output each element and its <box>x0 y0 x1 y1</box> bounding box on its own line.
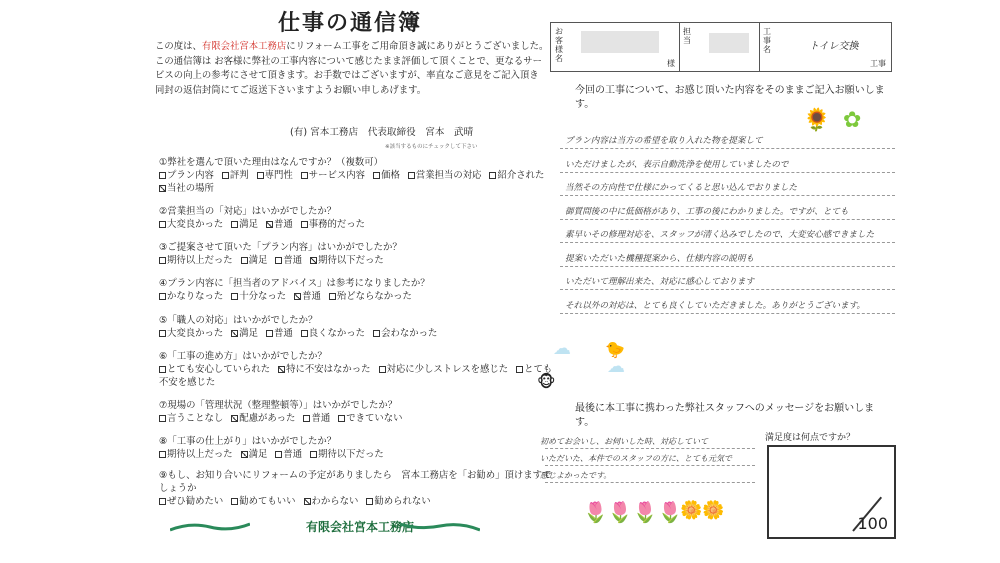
checkbox-icon[interactable] <box>310 257 317 264</box>
sama-label: 様 <box>667 59 675 68</box>
checkbox-icon[interactable] <box>301 221 308 228</box>
checkbox-icon[interactable] <box>408 172 415 179</box>
option-label: 言うことなし <box>167 413 224 424</box>
question-text: ⑨もし、お知り合いにリフォームの予定がありましたら 宮本工務店を「お勧め」頂けますでしょうか <box>159 470 552 494</box>
option-label: とても安心していられた <box>167 364 271 375</box>
page-title: 仕事の通信簿 <box>277 11 422 36</box>
handwritten-line: いただいて理解出来た、対応に感心しております <box>565 277 755 287</box>
option-label: 期待以上だった <box>167 449 233 460</box>
options <box>159 169 559 195</box>
option[interactable] <box>373 170 400 181</box>
option[interactable] <box>304 496 359 507</box>
option[interactable] <box>301 219 365 230</box>
checkbox-icon[interactable] <box>231 330 238 337</box>
handwritten-line: 御質問後の中に低価格があり、工事の後にわかりました。ですが、とても <box>565 206 849 217</box>
option[interactable] <box>275 255 302 266</box>
option[interactable] <box>310 255 384 266</box>
ruled-line <box>560 148 895 149</box>
checkbox-icon[interactable] <box>310 451 317 458</box>
question-7 <box>159 399 559 425</box>
option[interactable] <box>159 364 270 375</box>
intro-company: 有限会社宮本工務店 <box>201 41 287 52</box>
option[interactable] <box>301 328 365 339</box>
ruled-line <box>560 313 895 314</box>
option-label: とても不安を感じた <box>159 364 553 388</box>
question-8 <box>159 435 559 461</box>
check-note: ※該当するものにチェックして下さい <box>385 144 478 150</box>
question-1: 今回の工事について、お感じ頂いた内容をそのままご記入お願いします。 <box>575 85 885 110</box>
option[interactable] <box>231 291 286 302</box>
score-value: 100 <box>857 514 888 533</box>
cloud-icon: ☁ <box>553 338 571 359</box>
checkbox-icon[interactable] <box>338 415 345 422</box>
question-text: ④プラン内容に「担当者のアドバイス」は参考になりましたか？ <box>159 278 430 289</box>
option-label: わからない <box>311 496 359 507</box>
handwritten-line: いただけましたが、表示自動洗浄を使用していましたので <box>565 159 789 170</box>
option[interactable] <box>366 496 430 507</box>
small-flowers-icon: 🌼🌼 <box>680 500 725 521</box>
redacted-customer <box>581 31 659 53</box>
option[interactable] <box>231 413 295 424</box>
question-text: ⑥「工事の進め方」はいかがでしたか？ <box>159 351 327 362</box>
options <box>159 412 559 425</box>
staff-label: 担当 <box>683 27 691 45</box>
option-label: プラン内容 <box>167 170 214 181</box>
tulips-icon: 🌷🌷🌷🌷 <box>583 500 683 524</box>
question-2 <box>159 205 559 231</box>
handwritten-line: 当然その方向性で仕様にかってくると思い込んでおりました <box>565 183 798 193</box>
checkbox-icon[interactable] <box>159 330 166 337</box>
option[interactable] <box>373 328 437 339</box>
checkbox-icon[interactable] <box>159 415 166 422</box>
options <box>159 448 559 461</box>
checkbox-icon[interactable] <box>303 415 310 422</box>
option-label: できていない <box>346 413 403 424</box>
checkbox-icon[interactable] <box>231 498 238 505</box>
option[interactable] <box>159 413 223 424</box>
option-label: 普通 <box>283 449 303 460</box>
option[interactable] <box>241 255 268 266</box>
option[interactable] <box>257 170 293 181</box>
checkbox-icon[interactable] <box>373 172 380 179</box>
checkbox-icon[interactable] <box>329 293 336 300</box>
option-label: 殆どならなかった <box>336 291 412 302</box>
footer-company: 有限会社宮本工務店 <box>305 520 414 534</box>
option-label: 対応に少しストレスを感じた <box>386 364 509 375</box>
question-text: ⑧「工事の仕上がり」はいかがでしたか？ <box>159 436 337 447</box>
question-2: 最後に本工事に携わった弊社スタッフへのメッセージをお願いします。 <box>575 403 875 428</box>
option[interactable] <box>294 291 321 302</box>
question-text: ①弊社を選んで頂いた理由はなんですか？（複数可） <box>159 157 384 168</box>
option-label: 満足 <box>248 449 268 460</box>
checkbox-icon[interactable] <box>159 172 166 179</box>
options <box>159 290 559 303</box>
option[interactable] <box>231 328 258 339</box>
option-label: 大変良かった <box>167 328 224 339</box>
survey-right-page <box>537 0 920 563</box>
checkbox-icon[interactable] <box>366 498 373 505</box>
checkbox-icon[interactable] <box>159 257 166 264</box>
options <box>159 363 559 389</box>
options <box>159 218 559 231</box>
flower-icon: ✿ <box>843 108 862 133</box>
customer-cell <box>551 23 680 71</box>
option[interactable] <box>231 496 295 507</box>
question-6 <box>159 350 559 389</box>
option[interactable] <box>338 413 402 424</box>
option-label: 紹介された <box>497 170 545 181</box>
checkbox-icon[interactable] <box>159 498 166 505</box>
intro-post: にリフォーム工事をご用命頂き誠にありがとうございました。この通信簿は お客様に弊社の工事内容について感じたまま評価して頂くことで、更なるサービスの向上の参考にさせて頂きます。お手数ではございますが、率直なご意見をご記入頂き 同封の返信封筒にてご返送下さいますようお願い申しあげます。 <box>155 41 549 96</box>
signature: (有) 宮本工務店 代表取締役 宮本 武晴 <box>290 127 474 138</box>
checkbox-icon[interactable] <box>301 330 308 337</box>
intro-pre: この度は、 <box>155 41 202 52</box>
header-table <box>550 22 892 72</box>
option-label: 期待以上だった <box>167 255 233 266</box>
intro-text <box>155 40 550 98</box>
survey-left-page <box>145 0 575 563</box>
checkbox-icon[interactable] <box>294 293 301 300</box>
option-label: 期待以下だった <box>318 255 384 266</box>
option[interactable] <box>266 219 293 230</box>
option-label: 普通 <box>274 328 293 339</box>
option-label: 普通 <box>274 219 293 230</box>
score-box <box>767 445 896 539</box>
option-label: 満足 <box>248 255 268 266</box>
option[interactable] <box>303 413 330 424</box>
ruled-line <box>545 465 755 466</box>
option[interactable] <box>329 291 412 302</box>
option[interactable] <box>379 364 509 375</box>
checkbox-icon[interactable] <box>159 293 166 300</box>
option-label: 期待以下だった <box>318 449 384 460</box>
ruled-line <box>560 266 895 267</box>
question-4 <box>159 277 559 303</box>
option[interactable] <box>266 328 293 339</box>
ruled-line <box>560 195 895 196</box>
option-label: 特に不安はなかった <box>286 364 371 375</box>
checkbox-icon[interactable] <box>231 221 238 228</box>
ruled-line <box>560 219 895 220</box>
option[interactable] <box>408 170 482 181</box>
option-label: 十分なった <box>239 291 287 302</box>
ruled-line <box>545 448 755 449</box>
option-label: サービス内容 <box>308 170 366 181</box>
question-1 <box>159 156 559 195</box>
customer-label: お客様名 <box>555 27 563 63</box>
option-label: 勧められない <box>374 496 431 507</box>
checkbox-icon[interactable] <box>159 366 166 373</box>
ruled-line <box>560 289 895 290</box>
handwritten-line: 提案いただいた機種提案から、仕様内容の説明も <box>565 253 755 264</box>
option[interactable] <box>301 170 365 181</box>
checkbox-icon[interactable] <box>278 366 285 373</box>
checkbox-icon[interactable] <box>304 498 311 505</box>
score-label: 満足度は何点ですか？ <box>765 433 856 443</box>
work-name: トイレ交換 <box>809 41 859 52</box>
option-label: 勧めてもいい <box>239 496 296 507</box>
option-label: 専門性 <box>264 170 293 181</box>
option-label: 営業担当の対応 <box>415 170 482 181</box>
options <box>159 254 559 267</box>
handwritten-message-line: 初めてお会いし、お伺いした時、対応していて <box>540 437 708 446</box>
option[interactable] <box>278 364 370 375</box>
checkbox-icon[interactable] <box>257 172 264 179</box>
question-text: ⑤「職人の対応」はいかがでしたか？ <box>159 315 318 326</box>
option-label: 普通 <box>283 255 303 266</box>
ruled-line <box>545 482 755 483</box>
option-label: 配慮があった <box>239 413 296 424</box>
handwritten-line: プラン内容は当方の希望を取り入れた物を提案して <box>565 136 763 146</box>
handwritten-line: 素早いその修理対応を、スタッフが清く込みでしたので、大変安心感できました <box>565 230 875 240</box>
option-label: 普通 <box>311 413 331 424</box>
checkbox-icon[interactable] <box>266 330 273 337</box>
option-label: 大変良かった <box>167 219 224 230</box>
option-label: 会わなかった <box>381 328 438 339</box>
options <box>159 327 559 340</box>
wave-decoration-right <box>400 522 480 532</box>
checkbox-icon[interactable] <box>301 172 308 179</box>
option[interactable] <box>241 449 268 460</box>
checkbox-icon[interactable] <box>266 221 273 228</box>
handwritten-message-line: いただいた、本件でのスタッフの方に、とても元気で <box>540 454 732 463</box>
option-label: 満足 <box>239 219 259 230</box>
option[interactable] <box>489 170 544 181</box>
handwritten-message-line: 感じよかったです。 <box>540 471 612 480</box>
checkbox-icon[interactable] <box>379 366 386 373</box>
options <box>159 495 559 508</box>
option-label: ぜひ勧めたい <box>167 496 224 507</box>
question-3 <box>159 241 559 267</box>
checkbox-icon[interactable] <box>516 366 523 373</box>
checkbox-icon[interactable] <box>275 451 282 458</box>
option-label: 良くなかった <box>308 328 366 339</box>
bird-icon: 🐤 <box>605 340 625 359</box>
checkbox-icon[interactable] <box>241 451 248 458</box>
option[interactable] <box>159 328 223 339</box>
option[interactable] <box>159 496 223 507</box>
option[interactable] <box>159 219 223 230</box>
checkbox-icon[interactable] <box>159 221 166 228</box>
option[interactable] <box>275 449 302 460</box>
option[interactable] <box>222 170 249 181</box>
question-9 <box>159 469 559 508</box>
option-label: 事務的だった <box>308 219 366 230</box>
option[interactable] <box>159 183 214 194</box>
work-cell <box>759 23 890 71</box>
checkbox-icon[interactable] <box>275 257 282 264</box>
option-label: 評判 <box>229 170 249 181</box>
checkbox-icon[interactable] <box>373 330 380 337</box>
sunflower-icon: 🌻 <box>803 108 831 133</box>
question-text: ③ご提案させて頂いた「プラン内容」はいかがでしたか？ <box>159 242 402 253</box>
question-text: ②営業担当の「対応」はいかがでしたか？ <box>159 206 337 217</box>
monkey-icon: 🐵 <box>537 372 556 391</box>
handwritten-line: それ以外の対応は、とても良くしていただきました。ありがとうございます。 <box>565 300 866 311</box>
option[interactable] <box>159 170 214 181</box>
redacted-staff <box>709 33 749 53</box>
checkbox-icon[interactable] <box>231 293 238 300</box>
checkbox-icon[interactable] <box>231 415 238 422</box>
question-5 <box>159 314 559 340</box>
option-label: 普通 <box>302 291 321 302</box>
work-suffix: 工事 <box>870 59 886 68</box>
checkbox-icon[interactable] <box>489 172 496 179</box>
option[interactable] <box>231 219 258 230</box>
option-label: かなりなった <box>167 291 224 302</box>
ruled-line <box>560 172 895 173</box>
cloud-icon-2: ☁ <box>607 356 625 377</box>
option[interactable] <box>159 291 223 302</box>
checkbox-icon[interactable] <box>241 257 248 264</box>
question-text: ⑦現場の「管理状況（整理整頓等）」はいかがでしたか？ <box>159 400 398 411</box>
option-label: 当社の場所 <box>167 183 214 194</box>
option[interactable] <box>159 449 233 460</box>
ruled-line <box>560 242 895 243</box>
checkbox-icon[interactable] <box>222 172 229 179</box>
checkbox-icon[interactable] <box>159 185 166 192</box>
option-label: 価格 <box>381 170 400 181</box>
option[interactable] <box>310 449 384 460</box>
option-label: 満足 <box>239 328 259 339</box>
work-label: 工事名 <box>763 27 771 54</box>
option[interactable] <box>159 255 233 266</box>
checkbox-icon[interactable] <box>159 451 166 458</box>
staff-cell <box>679 23 760 71</box>
